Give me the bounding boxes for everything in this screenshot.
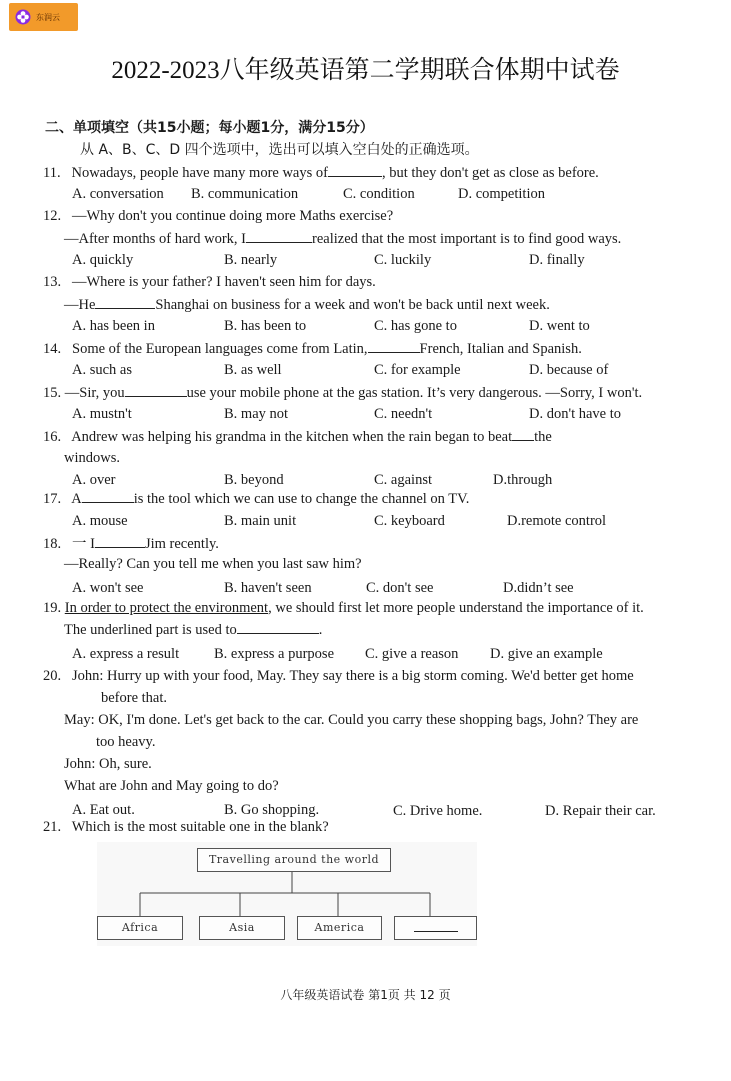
q18-option-b: B. haven't seen [224,580,312,596]
q16-option-d: D.through [493,472,553,488]
q18-option-c: C. don't see [366,580,434,596]
q15-option-d: D. don't have to [529,406,622,422]
question-17: 17. A is the tool which we can use to change the channel on TV. [43,491,470,507]
q11-option-b: B. communication [191,186,299,202]
question-19: 19. In order to protect the environment, we should first let more people understand the importance of it. [43,600,644,616]
question-16: 16. Andrew was helping his grandma in the kitchen when the rain began to beat the [43,429,552,445]
page-title: 2022-2023八年级英语第二学期联合体期中试卷 [111,57,620,84]
q11-option-d: D. competition [458,186,545,202]
q14-option-d: D. because of [529,362,609,378]
q18-option-d: D.didn’t see [503,580,574,596]
diagram-box-africa: Africa [97,916,183,940]
q20-option-b: B. Go shopping. [224,802,320,818]
underlined-phrase: In order to protect the environment [64,600,269,616]
q14-option-c: C. for example [374,362,461,378]
question-18: 18. 一 I Jim recently. [43,536,219,552]
diagram-box-america: America [297,916,382,940]
question-11: 11. Nowadays, people have many more ways of , but they don't get as close as before. [43,165,599,181]
question-20-line2: before that. [101,690,168,706]
question-15: 15. —Sir, you use your mobile phone at the gas station. It’s very dangerous. —Sorry, I won't. [43,385,643,401]
q18-option-a: A. won't see [72,580,144,596]
diagram-box-blank [394,916,477,940]
question-18-line2: —Really? Can you tell me when you last saw him? [64,556,362,572]
question-12-line2: —After months of hard work, I realized that the most important is to find good ways. [64,231,622,247]
question-20: 20. John: Hurry up with your food, May. They say there is a big storm coming. We'd better get home [43,668,634,684]
q17-option-d: D.remote control [507,513,607,529]
q20-option-c: C. Drive home. [393,803,483,819]
question-21: 21. Which is the most suitable one in the blank? [43,819,329,835]
question-20-line5: John: Oh, sure. [64,756,152,772]
q20-option-a: A. Eat out. [72,802,135,818]
question-20-line4: too heavy. [96,734,156,750]
q13-option-c: C. has gone to [374,318,457,334]
q17-option-c: C. keyboard [374,513,445,529]
question-13: 13. —Where is your father? I haven't seen him for days. [43,274,376,290]
q19-option-c: C. give a reason [365,646,459,662]
q12-option-a: A. quickly [72,252,134,268]
question-13-line2: —He Shanghai on business for a week and won't be back until next week. [64,297,550,313]
section-instruction: 从 A、B、C、D 四个选项中，选出可以填入空白处的正确选项。 [80,142,479,158]
q20-option-d: D. Repair their car. [545,803,656,819]
q14-option-b: B. as well [224,362,282,378]
q14-option-a: A. such as [72,362,133,378]
question-14: 14. Some of the European languages come from Latin, French, Italian and Spanish. [43,341,582,357]
q15-option-b: B. may not [224,406,289,422]
q15-option-c: C. needn't [374,406,433,422]
q16-option-b: B. beyond [224,472,284,488]
q13-option-a: A. has been in [72,318,155,334]
diagram-root-box: Travelling around the world [197,848,391,872]
q12-option-c: C. luckily [374,252,432,268]
question-12: 12. —Why don't you continue doing more Maths exercise? [43,208,394,224]
q11-option-a: A. conversation [72,186,164,202]
section-heading: 二、单项填空（共15小题；每小题1分，满分15分） [45,120,374,136]
logo-text: 东润云 [36,12,60,22]
q12-option-b: B. nearly [224,252,278,268]
q13-option-d: D. went to [529,318,590,334]
diagram-blank-line [414,917,458,932]
q15-option-a: A. mustn't [72,406,132,422]
q17-option-b: B. main unit [224,513,297,529]
question-19-line2: The underlined part is used to . [64,622,323,638]
q12-option-d: D. finally [529,252,585,268]
q16-option-c: C. against [374,472,432,488]
q19-option-a: A. express a result [72,646,180,662]
question-20-line3: May: OK, I'm done. Let's get back to the car. Could you carry these shopping bags, John? They are [64,712,639,728]
q16-option-a: A. over [72,472,116,488]
q17-option-a: A. mouse [72,513,128,529]
q19-option-b: B. express a purpose [214,646,335,662]
q19-option-d: D. give an example [490,646,603,662]
question-20-line6: What are John and May going to do? [64,778,279,794]
q11-option-c: C. condition [343,186,415,202]
page-footer: 八年级英语试卷 第1页 共 12 页 [280,988,451,1002]
diagram-box-asia: Asia [199,916,285,940]
q13-option-b: B. has been to [224,318,307,334]
question-16-line2: windows. [64,450,120,466]
